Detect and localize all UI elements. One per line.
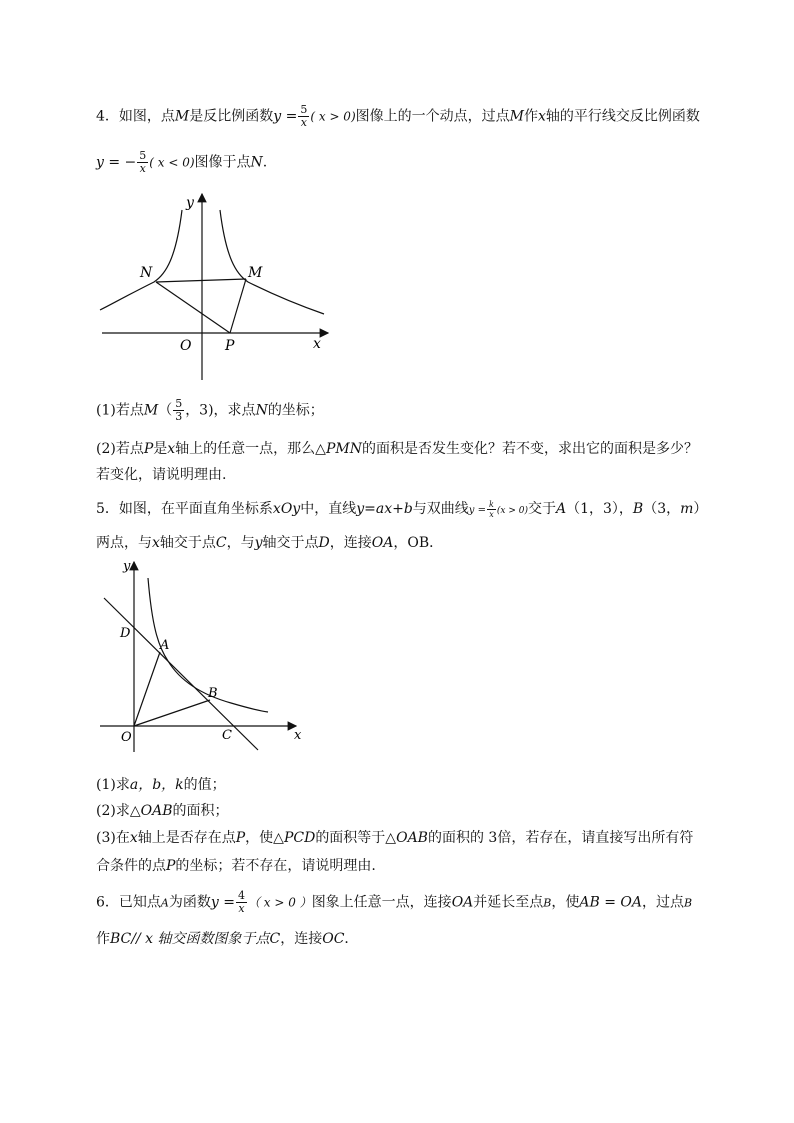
label-P: P	[225, 338, 235, 354]
q4-part-2-cont: 若变化，请说明理由.	[96, 467, 227, 483]
segment-OA	[134, 652, 160, 726]
q4-part-2: (2)若点P是x轴上的任意一点，那么△PMN的面积是否发生变化？若不变，求出它的面积是多少？	[96, 441, 698, 457]
q4-line-1	[96, 104, 700, 129]
q5-part-2: (2)求△OAB的面积；	[96, 803, 229, 819]
segment-NM	[156, 279, 246, 282]
fraction: $\frac{k}{x}$	[489, 499, 494, 519]
label-A: A	[160, 638, 170, 653]
q5-figure	[96, 556, 308, 760]
fraction: $\frac{5}{x}$	[139, 149, 147, 175]
eq-condition: ( x < 0)	[149, 155, 195, 170]
eq-condition: ( x > 0)	[310, 109, 356, 124]
q5-line-2: 两点，与x轴交于点C，与y轴交于点D，连接OA，OB．	[96, 535, 444, 551]
text: 作	[523, 108, 538, 125]
segment-MP	[230, 279, 246, 333]
q4-line-2	[96, 150, 267, 175]
label-M: M	[248, 265, 263, 281]
q5-part-1: (1)求a，b，k的值；	[96, 777, 226, 793]
segment-OB	[134, 700, 210, 726]
text: 图像上的一个动点，过点	[355, 108, 510, 125]
curve-right	[220, 210, 324, 314]
fraction: $\frac{4}{x}$	[237, 889, 245, 915]
label-x: x	[294, 728, 302, 743]
segment-NP	[156, 282, 230, 333]
label-O: O	[121, 730, 132, 745]
text: 4．如图，点	[96, 108, 175, 125]
label-y: y	[186, 195, 194, 211]
curve-left	[100, 210, 182, 310]
label-y: y	[123, 559, 131, 574]
label-D: D	[120, 626, 131, 641]
line-DC	[104, 598, 258, 750]
var-x: x	[537, 108, 546, 125]
fraction: $\frac{5}{3}$	[175, 397, 183, 423]
fraction: $\frac{5}{x}$	[300, 103, 308, 129]
text: .	[262, 154, 268, 171]
var-M: M	[174, 108, 190, 125]
text: 轴的平行线交反比例函数	[545, 108, 700, 125]
label-O: O	[180, 338, 192, 354]
label-N: N	[140, 265, 153, 281]
eq-lhs: y = −	[96, 154, 137, 171]
var-N: N	[250, 154, 263, 171]
label-C: C	[222, 728, 232, 743]
label-B: B	[208, 686, 218, 701]
q4-figure	[96, 188, 336, 384]
var-M: M	[509, 108, 524, 125]
q5-part-3-cont: 合条件的点P的坐标；若不存在，请说明理由.	[96, 858, 376, 874]
text: 是反比例函数	[189, 108, 274, 125]
label-x: x	[313, 336, 321, 352]
eq-lhs: y =	[273, 108, 298, 125]
text: 图像于点	[194, 154, 251, 171]
q4-part-1: (1)若点M（ $\frac{5}{3}$ ，3)，求点N的坐标；	[96, 397, 324, 423]
q5-part-3: (3)在x轴上是否存在点P，使△PCD的面积等于△OAB的面积的 3倍，若存在，请直接写出所有符	[96, 830, 694, 846]
q5-line-1: 5．如图，在平面直角坐标系xOy中，直线y=ax+b与双曲线y = $\frac{k}{x}$ (x > 0)交于A（1，3），B（3，m）	[96, 499, 708, 519]
q6-line-1: 6．已知点A为函数y = $\frac{4}{x}$ （ x > 0 ）图象上任意一点，连接OA并延长至点B，使AB = OA，过点B	[96, 889, 693, 915]
q6-line-2: 作BC// x 轴交函数图象于点C，连接OC．	[96, 931, 359, 947]
